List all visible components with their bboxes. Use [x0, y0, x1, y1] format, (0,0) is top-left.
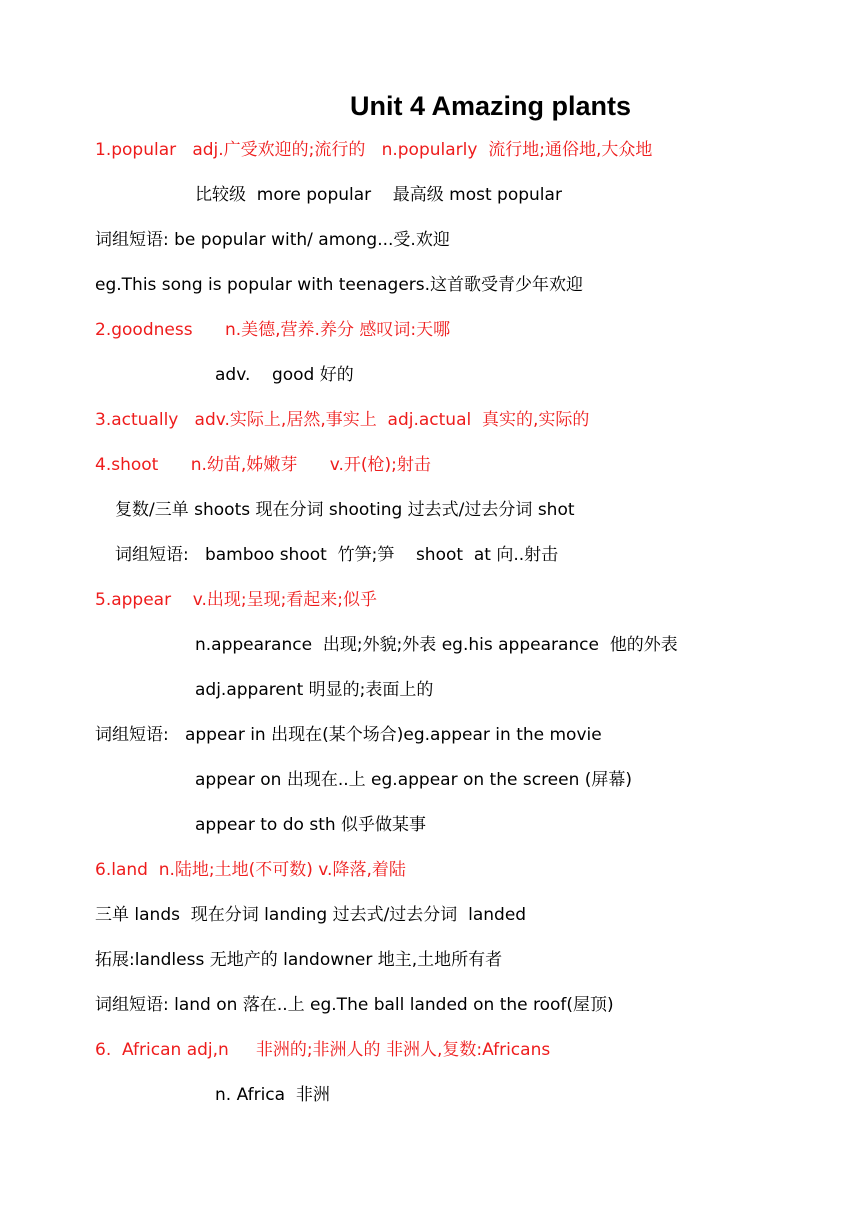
entry-land-extension: 拓展:landless 无地产的 landowner 地主,土地所有者 — [95, 950, 503, 970]
entry-goodness-adv: adv. good 好的 — [215, 365, 354, 385]
entry-appear-phrase-2: appear on 出现在..上 eg.appear on the screen (屏幕) — [195, 770, 633, 790]
entry-appear-phrase-3: appear to do sth 似乎做某事 — [195, 815, 427, 835]
entry-shoot-forms: 复数/三单 shoots 现在分词 shooting 过去式/过去分词 shot — [115, 500, 575, 520]
entry-shoot-phrases: 词组短语: bamboo shoot 竹笋;笋 shoot at 向..射击 — [115, 545, 559, 565]
entry-appear-noun: n.appearance 出现;外貌;外表 eg.his appearance 他的外表 — [195, 635, 678, 655]
entry-appear-phrase-1: 词组短语: appear in 出现在(某个场合)eg.appear in the movie — [95, 725, 602, 745]
entry-popular-example: eg.This song is popular with teenagers.这首歌受青少年欢迎 — [95, 275, 584, 295]
entry-appear-adj: adj.apparent 明显的;表面上的 — [195, 680, 434, 700]
entry-popular-heading: 1.popular adj.广受欢迎的;流行的 n.popularly 流行地;通俗地,大众地 — [95, 140, 653, 160]
entry-land-forms: 三单 lands 现在分词 landing 过去式/过去分词 landed — [95, 905, 527, 925]
entry-shoot-heading: 4.shoot n.幼苗,姊嫩芽 v.开(枪);射击 — [95, 455, 431, 475]
entry-african-heading: 6. African adj,n 非洲的;非洲人的 非洲人,复数:Africans — [95, 1040, 551, 1060]
entry-african-noun: n. Africa 非洲 — [215, 1085, 330, 1105]
entry-land-heading: 6.land n.陆地;土地(不可数) v.降落,着陆 — [95, 860, 406, 880]
page-title: Unit 4 Amazing plants — [350, 91, 632, 121]
entry-appear-heading: 5.appear v.出现;呈现;看起来;似乎 — [95, 590, 378, 610]
entry-goodness-heading: 2.goodness n.美德,营养.养分 感叹词:天哪 — [95, 320, 451, 340]
entry-popular-comparatives: 比较级 more popular 最高级 most popular — [195, 185, 562, 205]
entry-popular-phrase: 词组短语: be popular with/ among...受.欢迎 — [95, 230, 450, 250]
entry-land-phrase: 词组短语: land on 落在..上 eg.The ball landed on the roof(屋顶) — [95, 995, 614, 1015]
entry-actually-heading: 3.actually adv.实际上,居然,事实上 adj.actual 真实的,实际的 — [95, 410, 590, 430]
